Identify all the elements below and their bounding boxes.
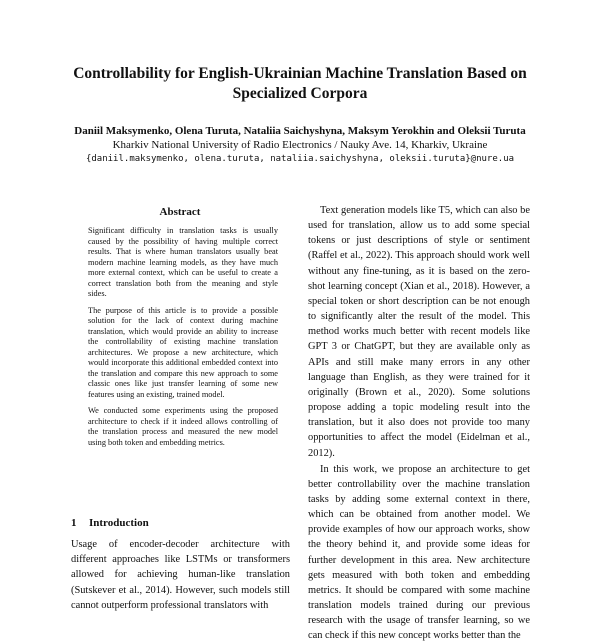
paper-title-line-2: Specialized Corpora bbox=[232, 85, 368, 102]
abstract-body bbox=[88, 226, 278, 454]
section-heading-introduction bbox=[71, 517, 291, 529]
abstract-paragraph: The purpose of this article is to provide a possible solution for the lack of context during machine translation, which would provide an ability to increase the controllability of existing machine translation architectures. We propose a new architecture, which would incorporate this additional embedded context into the translation and compare this new approach to some classic ones like just transfer learning of some new features using an existing, trained model. bbox=[88, 305, 278, 399]
right-column-body bbox=[308, 203, 530, 642]
introduction-paragraph: Usage of encoder-decoder architecture with different approaches like LSTMs or transformers allowed for achieving human-like translation (Sutskever et al., 2014). However, such models still cannot outperform professional translators with bbox=[71, 539, 290, 611]
section-number: 1 bbox=[71, 517, 77, 529]
section-title: Introduction bbox=[89, 517, 149, 529]
abstract-paragraph: Significant difficulty in translation tasks is usually caused by the possibility of having multiple correct results. That is where human translators usually beat modern machine learning models, as they have much more external context, which can be useful to create a correct translation both from the meaning and style sides. bbox=[88, 226, 278, 298]
author-list: Daniil Maksymenko, Olena Turuta, Nataliia Saichyshyna, Maksym Yerokhin and Oleksii Turuta bbox=[74, 125, 526, 137]
introduction-body bbox=[71, 537, 290, 613]
author-emails: {daniil.maksymenko, olena.turuta, nataliia.saichyshyna, oleksii.turuta}@nure.ua bbox=[85, 154, 515, 164]
body-paragraph: Text generation models like T5, which can also be used for translation, allow us to add some special tokens or just descriptions of style or sentiment (Raffel et al., 2022). This approach should work well without any fine-tuning, as it is based on the zero-shot learning concept (Xian et al., 2018). However, a special token or short description can be not enough to significantly alter the result of the model. This method works much better with recent models like GPT 3 or ChatGPT, but they are available only as APIs and still make many errors in any other language than English, as they were trained for it originally (Brown et al., 2020). Some solutions propose adding a topic modeling result into the translation, but it also does not provide too many opportunities to affect the model (Eidelman et al., 2012). bbox=[308, 205, 530, 459]
body-paragraph: In this work, we propose an architecture to get better controllability over the machine translation tasks by adding some external context in there, which can be obtained from another model. We provide examples of how our approach works, show the theory behind it, and provide some ideas for further development in this area. New architecture gets measured with both token and embedding metrics. It should be compared with some machine translation models trained during our previous research with the usage of transfer learning, so we can check if this new concept works better than the bbox=[308, 463, 530, 642]
abstract-paragraph: We conducted some experiments using the proposed architecture to check if it indeed allows controlling of the translation process and measured the new model using both token and embedding metrics. bbox=[88, 406, 278, 447]
paper-title-line-1: Controllability for English-Ukrainian Machine Translation Based on bbox=[73, 65, 527, 82]
affiliation: Kharkiv National University of Radio Electronics / Nauky Ave. 14, Kharkiv, Ukraine bbox=[112, 139, 488, 151]
abstract-heading: Abstract bbox=[159, 206, 201, 218]
paper-title bbox=[40, 64, 560, 104]
